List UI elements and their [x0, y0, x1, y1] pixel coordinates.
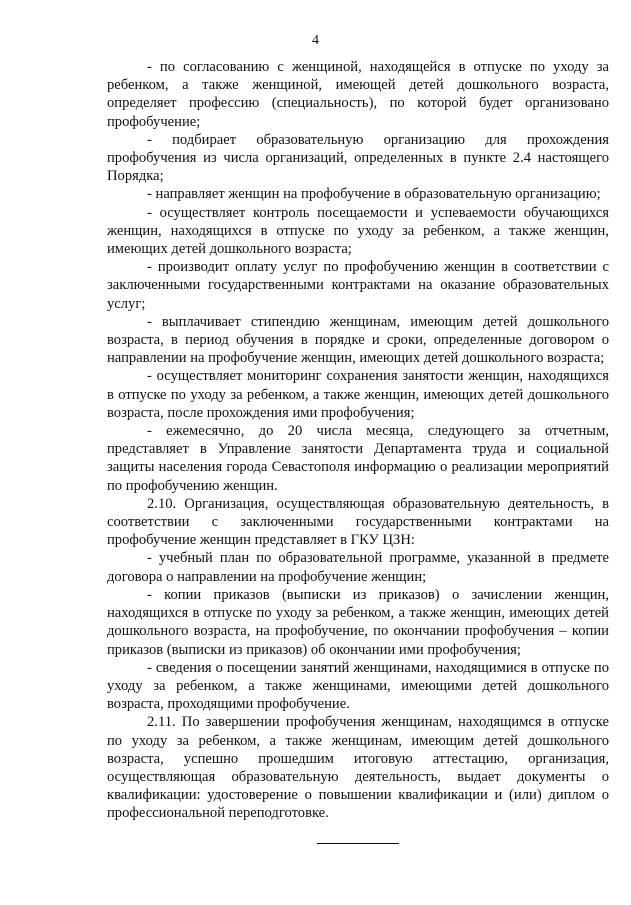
paragraph: - направляет женщин на профобучение в образовательную организацию; — [147, 186, 601, 203]
section-paragraph-2-10: 2.10. Организация, осуществляющая образовательную деятельность, в соответствии с заключенными государственными контрактами на профобучение женщин представляет в ГКУ ЦЗН: — [107, 495, 609, 549]
paragraph: - производит оплату услуг по профобучению женщин в соответствии с заключенными государственными контрактами на оказание образовательных услуг; — [107, 259, 609, 312]
paragraph: - копии приказов (выписки из приказов) о зачислении женщин, находящихся в отпуске по уходу за ребенком, а также женщин, имеющих детей дошкольного возраста, на профобучение, по окончании профобучения – копии приказов (выписки из приказов) об окончании ими профобучения; — [107, 586, 609, 658]
paragraph: - выплачивает стипендию женщинам, имеющим детей дошкольного возраста, в период обучения в порядке и сроки, определенные договором о направлении на профобучение женщин, имеющих детей дошкольного возраста; — [107, 313, 609, 367]
paragraph: - осуществляет контроль посещаемости и успеваемости обучающихся женщин, находящихся в отпуске по уходу за ребенком, а также женщин, имеющих детей дошкольного возраста; — [107, 204, 609, 258]
paragraph: - по согласованию с женщиной, находящейся в отпуске по уходу за ребенком, а также женщиной, имеющей детей дошкольного возраста, определяет профессию (специальность), по которой будет организовано профобучение; — [107, 59, 609, 130]
paragraph: - осуществляет мониторинг сохранения занятости женщин, находящихся в отпуске по уходу за ребенком, а также женщин, имеющих детей дошкольного возраста, после прохождения ими профобучения; — [107, 368, 609, 421]
paragraph: - сведения о посещении занятий женщинами, находящимися в отпуске по уходу за ребенком, а также женщинами, имеющими детей дошкольного возраста, проходящими профобучение. — [107, 659, 609, 713]
document-body — [107, 58, 609, 823]
page-number: 4 — [312, 33, 319, 48]
end-separator-line — [317, 843, 399, 844]
section-paragraph-2-11: 2.11. По завершении профобучения женщинам, находящимся в отпуске по уходу за ребенком, а также женщинам, имеющим детей дошкольного возраста, успешно прошедшим итоговую аттестацию, организация, осуществляющая образовательную деятельность, выдает документы о квалификации: удостоверение о повышении квалификации и (или) диплом о профессиональной переподготовке. — [107, 714, 609, 822]
paragraph: - подбирает образовательную организацию для прохождения профобучения из числа организаций, определенных в пункте 2.4 настоящего Порядка; — [107, 131, 609, 185]
paragraph: - ежемесячно, до 20 числа месяца, следующего за отчетным, представляет в Управление занятости Департамента труда и социальной защиты населения города Севастополя информацию о реализации мероприятий по профобучению женщин. — [107, 423, 609, 494]
paragraph: - учебный план по образовательной программе, указанной в предмете договора о направлении на профобучение женщин; — [107, 550, 609, 585]
